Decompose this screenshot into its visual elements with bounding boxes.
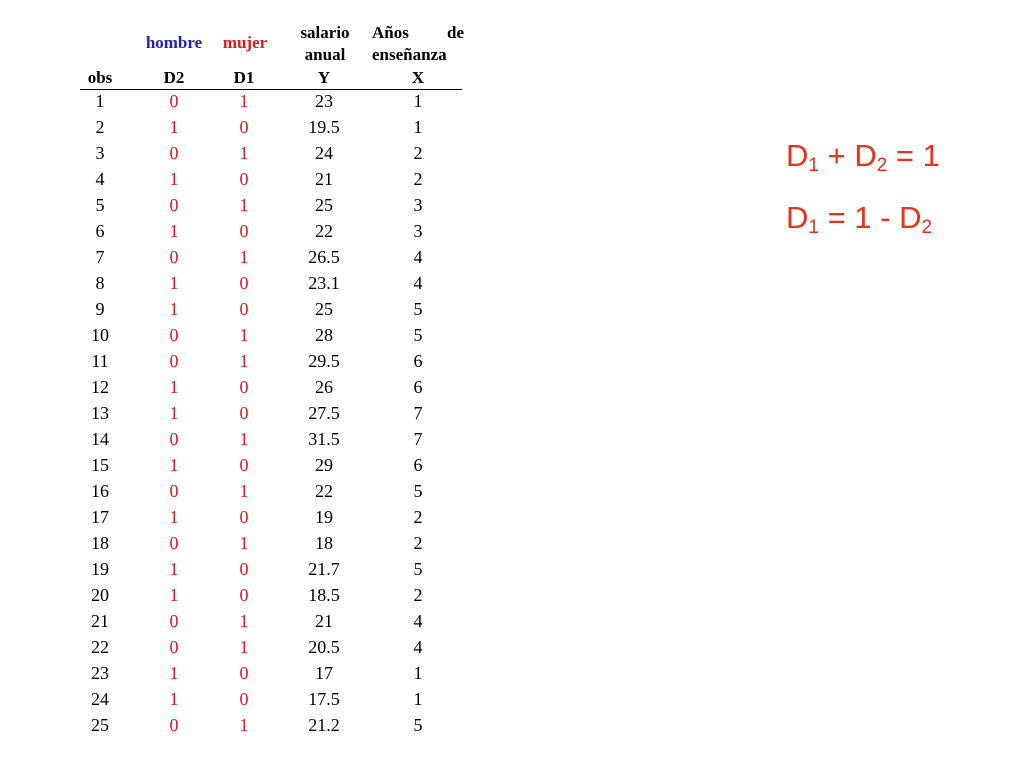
cell-y-salario: 18 [315,533,333,553]
eq2-term-b-subscript: 2 [921,217,933,238]
table-row [0,426,470,452]
cell-d1-mujer: 0 [239,273,249,293]
cell-y-salario: 31.5 [308,429,340,449]
header-anos-word1: Años [372,23,409,42]
header-salario-anual [290,22,360,66]
cell-y-salario: 21 [315,611,333,631]
table-row [0,504,470,530]
table-row [0,582,470,608]
header-d1: D1 [233,68,255,87]
table-row [0,88,470,114]
cell-d1-mujer: 0 [239,455,249,475]
cell-y-salario: 22 [315,481,333,501]
cell-d1-mujer: 0 [239,377,249,397]
table-row [0,556,470,582]
cell-y-salario: 29.5 [308,351,340,371]
cell-obs: 5 [95,195,105,215]
cell-d1-mujer: 1 [239,481,249,501]
cell-obs: 21 [91,611,109,631]
cell-y-salario: 21 [315,169,333,189]
header-x: X [411,68,425,87]
cell-d1-mujer: 1 [239,533,249,553]
cell-x-anos: 5 [413,481,423,501]
cell-obs: 14 [91,429,109,449]
cell-d1-mujer: 0 [239,559,249,579]
cell-d1-mujer: 0 [239,403,249,423]
table-row [0,192,470,218]
cell-x-anos: 1 [413,663,423,683]
cell-d2-hombre: 0 [169,247,179,267]
equation-difference [786,198,932,238]
cell-obs: 18 [91,533,109,553]
cell-d1-mujer: 0 [239,169,249,189]
cell-d2-hombre: 1 [169,559,179,579]
cell-y-salario: 26.5 [308,247,340,267]
table-row [0,608,470,634]
header-obs: obs [87,68,113,87]
cell-d2-hombre: 0 [169,195,179,215]
cell-y-salario: 29 [315,455,333,475]
cell-obs: 9 [95,299,105,319]
table-row [0,478,470,504]
table-row [0,322,470,348]
equation-sum [786,136,940,176]
table-row [0,218,470,244]
cell-d2-hombre: 0 [169,611,179,631]
table-row [0,686,470,712]
cell-d2-hombre: 1 [169,663,179,683]
cell-y-salario: 27.5 [308,403,340,423]
cell-d2-hombre: 0 [169,637,179,657]
table-row [0,348,470,374]
cell-d2-hombre: 0 [169,325,179,345]
header-anos-line1 [372,22,464,44]
cell-d1-mujer: 1 [239,611,249,631]
cell-d2-hombre: 1 [169,169,179,189]
table-row [0,270,470,296]
cell-x-anos: 1 [413,91,423,111]
cell-y-salario: 25 [315,299,333,319]
cell-x-anos: 2 [413,169,423,189]
eq1-term-b-subscript: 2 [876,155,888,176]
cell-d2-hombre: 0 [169,351,179,371]
cell-x-anos: 4 [413,637,423,657]
cell-obs: 15 [91,455,109,475]
cell-d2-hombre: 1 [169,299,179,319]
table-row [0,374,470,400]
cell-x-anos: 5 [413,299,423,319]
cell-obs: 16 [91,481,109,501]
table-row [0,634,470,660]
eq1-term-a-subscript: 1 [808,155,819,176]
cell-d1-mujer: 1 [239,637,249,657]
table-row [0,140,470,166]
cell-d2-hombre: 1 [169,117,179,137]
header-y: Y [317,68,331,87]
cell-d2-hombre: 1 [169,403,179,423]
cell-x-anos: 4 [413,247,423,267]
cell-x-anos: 2 [413,143,423,163]
cell-d1-mujer: 1 [239,351,249,371]
cell-obs: 4 [95,169,105,189]
cell-y-salario: 17 [315,663,333,683]
cell-d2-hombre: 1 [169,585,179,605]
header-mujer: mujer [222,33,268,52]
eq2-term-a-subscript: 1 [808,217,819,238]
cell-obs: 6 [95,221,105,241]
cell-obs: 3 [95,143,105,163]
table-row [0,452,470,478]
cell-y-salario: 17.5 [308,689,340,709]
cell-x-anos: 6 [413,351,423,371]
cell-d2-hombre: 0 [169,143,179,163]
cell-d1-mujer: 1 [239,91,249,111]
cell-d1-mujer: 1 [239,247,249,267]
header-d2: D2 [163,68,185,87]
cell-y-salario: 21.2 [308,715,340,735]
cell-obs: 12 [91,377,109,397]
cell-y-salario: 19.5 [308,117,340,137]
cell-y-salario: 18.5 [308,585,340,605]
cell-x-anos: 4 [413,611,423,631]
cell-x-anos: 6 [413,455,423,475]
cell-d2-hombre: 0 [169,533,179,553]
cell-d2-hombre: 1 [169,377,179,397]
cell-d1-mujer: 0 [239,117,249,137]
cell-d2-hombre: 0 [169,715,179,735]
cell-d2-hombre: 0 [169,481,179,501]
table-row [0,712,470,738]
cell-d1-mujer: 1 [239,715,249,735]
eq2-operator: = 1 - [818,200,900,235]
cell-x-anos: 4 [413,273,423,293]
cell-y-salario: 19 [315,507,333,527]
cell-x-anos: 1 [413,117,423,137]
cell-x-anos: 1 [413,689,423,709]
cell-x-anos: 3 [413,221,423,241]
cell-obs: 7 [95,247,105,267]
eq2-term-b: D [899,200,922,235]
cell-x-anos: 3 [413,195,423,215]
cell-x-anos: 2 [413,533,423,553]
cell-d1-mujer: 0 [239,689,249,709]
cell-x-anos: 5 [413,325,423,345]
table-row [0,530,470,556]
cell-d2-hombre: 0 [169,429,179,449]
cell-obs: 20 [91,585,109,605]
cell-d2-hombre: 1 [169,455,179,475]
table-row [0,244,470,270]
cell-y-salario: 25 [315,195,333,215]
cell-obs: 8 [95,273,105,293]
table-row [0,166,470,192]
cell-obs: 22 [91,637,109,657]
cell-y-salario: 23.1 [308,273,340,293]
header-anos-de-ensenanza [372,22,464,66]
cell-d1-mujer: 1 [239,325,249,345]
cell-obs: 1 [95,91,105,111]
cell-y-salario: 28 [315,325,333,345]
cell-d1-mujer: 0 [239,299,249,319]
cell-obs: 11 [91,351,109,371]
header-salario-line2: anual [304,45,346,64]
cell-x-anos: 7 [413,403,423,423]
cell-y-salario: 23 [315,91,333,111]
eq1-rest: = 1 [887,138,940,173]
cell-obs: 19 [91,559,109,579]
header-anos-word2: de [447,23,464,42]
cell-x-anos: 2 [413,585,423,605]
cell-d1-mujer: 0 [239,663,249,683]
cell-d1-mujer: 1 [239,429,249,449]
cell-d2-hombre: 1 [169,273,179,293]
cell-x-anos: 7 [413,429,423,449]
cell-obs: 23 [91,663,109,683]
cell-obs: 25 [91,715,109,735]
cell-x-anos: 6 [413,377,423,397]
cell-d1-mujer: 0 [239,221,249,241]
cell-d1-mujer: 0 [239,585,249,605]
eq1-term-b: D [854,138,877,173]
cell-d1-mujer: 0 [239,507,249,527]
cell-d1-mujer: 1 [239,195,249,215]
cell-d2-hombre: 1 [169,221,179,241]
cell-y-salario: 24 [315,143,333,163]
table-row [0,660,470,686]
cell-obs: 10 [91,325,109,345]
cell-d2-hombre: 0 [169,91,179,111]
cell-obs: 17 [91,507,109,527]
cell-d2-hombre: 1 [169,689,179,709]
cell-y-salario: 26 [315,377,333,397]
eq2-term-a: D [786,200,809,235]
eq1-term-a: D [786,138,809,173]
cell-y-salario: 22 [315,221,333,241]
cell-y-salario: 20.5 [308,637,340,657]
cell-obs: 2 [95,117,105,137]
cell-x-anos: 5 [413,559,423,579]
cell-x-anos: 5 [413,715,423,735]
table-row [0,296,470,322]
cell-obs: 24 [91,689,109,709]
eq1-operator: + [818,138,855,173]
cell-d1-mujer: 1 [239,143,249,163]
header-hombre: hombre [145,33,203,52]
header-anos-line2: enseñanza [372,45,447,64]
header-salario-line1: salario [300,23,350,42]
cell-d2-hombre: 1 [169,507,179,527]
cell-y-salario: 21.7 [308,559,340,579]
cell-x-anos: 2 [413,507,423,527]
cell-obs: 13 [91,403,109,423]
table-row [0,114,470,140]
table-row [0,400,470,426]
